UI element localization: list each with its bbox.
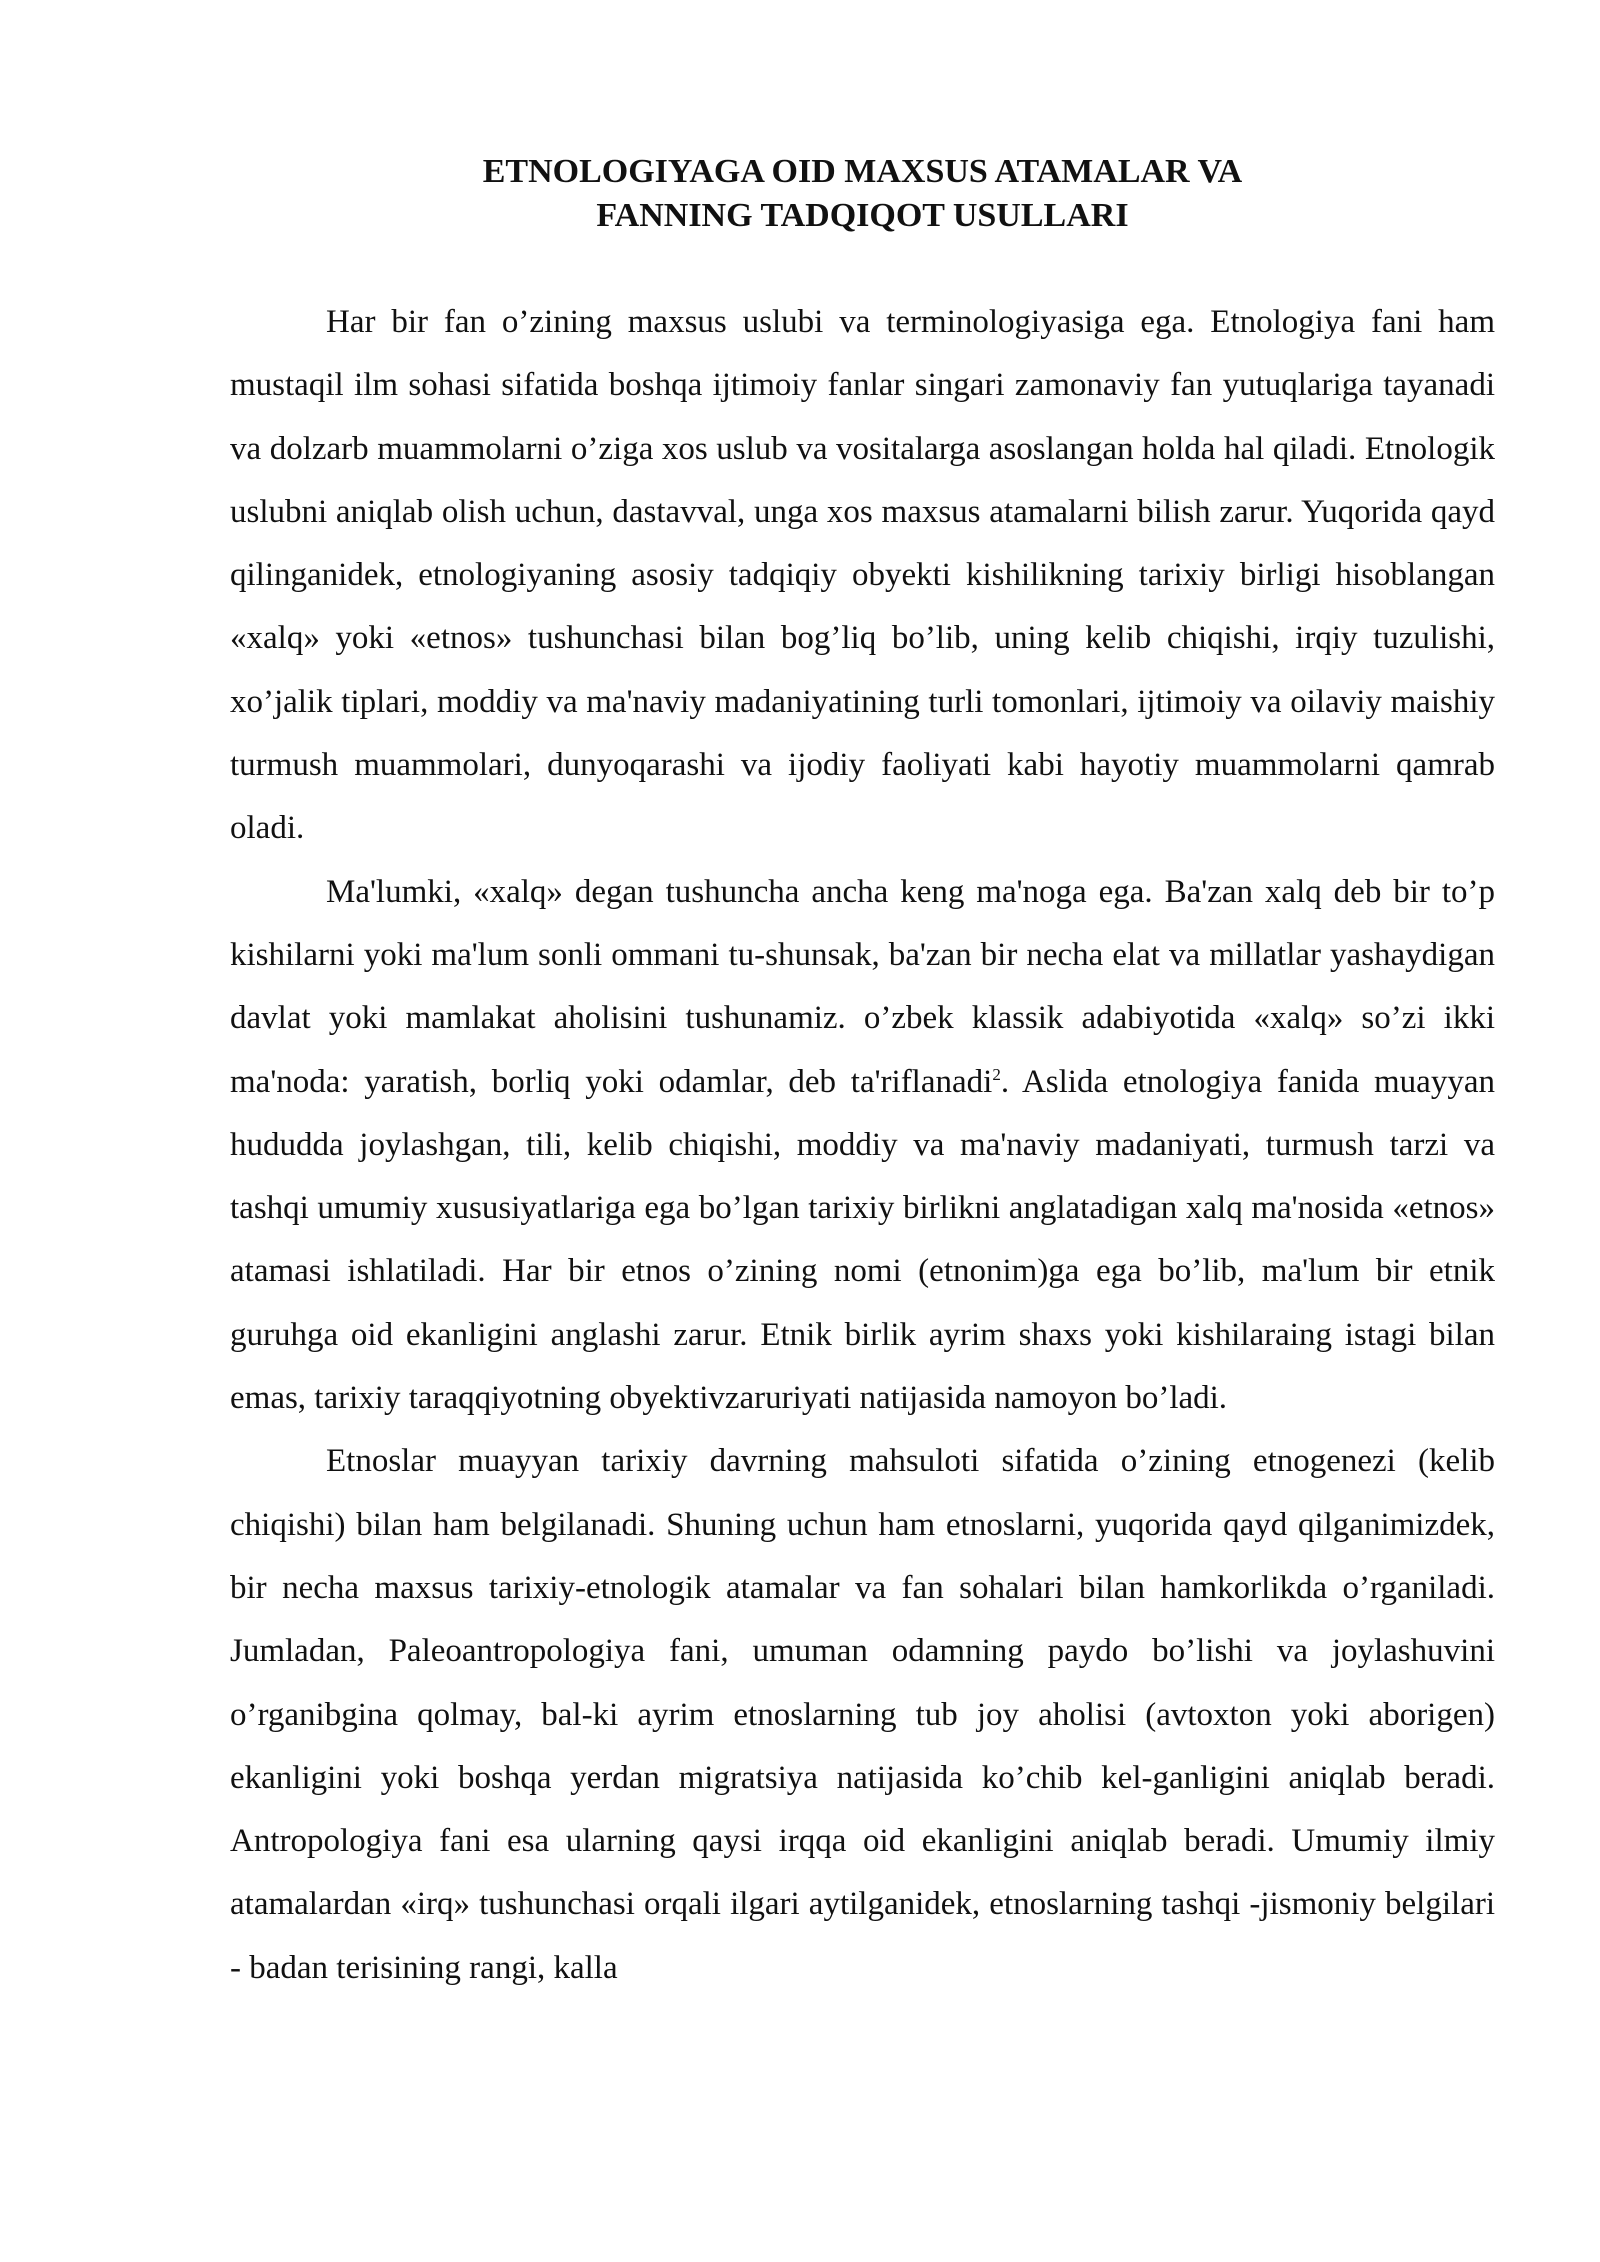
title-line-1: ETNOLOGIYAGA OID MAXSUS ATAMALAR VA	[482, 153, 1243, 190]
title-line-2: FANNING TADQIQOT USULLARI	[596, 197, 1129, 234]
paragraph-2-text-start: Ma'lumki, «xalq» degan tushuncha ancha keng ma'noga ega. Ba'zan xalq deb bir to’p kishilarni yoki ma'lum sonli ommani tu-shunsak, ba'zan bir necha elat va millatlar yashaydigan davlat yoki mamlakat aholisini tushunamiz. o’zbek klassik adabiyotida «xalq» so’zi ikki ma'noda: yaratish, borliq yoki odamlar, deb ta'riflanadi	[230, 873, 1495, 1100]
document-title	[230, 150, 1495, 238]
paragraph-2-text-end: . Aslida etnologiya fanida muayyan hududda joylashgan, tili, kelib chiqishi, moddiy va ma'naviy madaniyati, turmush tarzi va tashqi umumiy xususiyatlariga ega bo’lgan tarixiy birlikni anglatadigan xalq ma'nosida «etnos» atamasi ishlatiladi. Har bir etnos o’zining nomi (etnonim)ga ega bo’lib, ma'lum bir etnik guruhga oid ekanligini anglashi zarur. Etnik birlik ayrim shaxs yoki kishilaraing istagi bilan emas, tarixiy taraqqiyotning obyektivzaruriyati natijasida namoyon bo’ladi.	[230, 1063, 1495, 1417]
document-body	[230, 291, 1495, 2000]
paragraph-3: Etnoslar muayyan tarixiy davrning mahsuloti sifatida o’zining etnogenezi (kelib chiqishi) bilan ham belgilanadi. Shuning uchun ham etnoslarni, yuqorida qayd qilganimizdek, bir necha maxsus tarixiy-etnologik atamalar va fan sohalari bilan hamkorlikda o’rganiladi. Jumladan, Paleoantropologiya fani, umuman odamning paydo bo’lishi va joylashuvini o’rganibgina qolmay, bal-ki ayrim etnoslarning tub joy aholisi (avtoxton yoki aborigen) ekanligini yoki boshqa yerdan migratsiya natijasida ko’chib kel-ganligini aniqlab beradi. Antropologiya fani esa ularning qaysi irqqa oid ekanligini aniqlab beradi. Umumiy ilmiy atamalardan «irq» tushunchasi orqali ilgari aytilganidek, etnoslarning tashqi -jismoniy belgilari - badan terisining rangi, kalla	[230, 1443, 1495, 1986]
paragraph-1: Har bir fan o’zining maxsus uslubi va terminologiyasiga ega. Etnologiya fani ham mustaqil ilm sohasi sifatida boshqa ijtimoiy fanlar singari zamonaviy fan yutuqlariga tayanadi va dolzarb muammolarni o’ziga xos uslub va vositalarga asoslangan holda hal qiladi. Etnologik uslubni aniqlab olish uchun, dastavval, unga xos maxsus atamalarni bilish zarur. Yuqorida qayd qilinganidek, etnologiyaning asosiy tadqiqiy obyekti kishilikning tarixiy birligi hisoblangan «xalq» yoki «etnos» tushunchasi bilan bog’liq bo’lib, uning kelib chiqishi, irqiy tuzulishi, xo’jalik tiplari, moddiy va ma'naviy madaniyatining turli tomonlari, ijtimoiy va oilaviy maishiy turmush muammolari, dunyoqarashi va ijodiy faoliyati kabi hayotiy muammolarni qamrab oladi.	[230, 304, 1495, 847]
footnote-reference[interactable]: 2	[992, 1064, 1001, 1084]
paragraph-2	[230, 861, 1495, 1431]
